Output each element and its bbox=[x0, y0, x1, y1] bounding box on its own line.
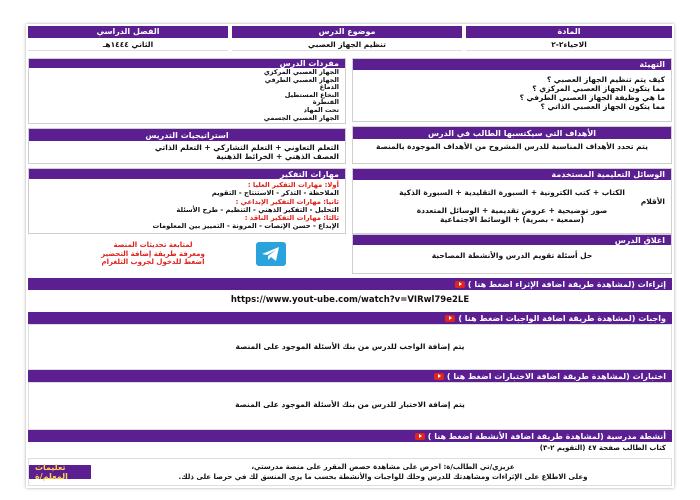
youtube-play-icon[interactable] bbox=[455, 281, 465, 288]
teacher-note-line: وعلى الاطلاع على الإثراءات ومشاهدتك للدرس وحلك للواجبات والأنشطة بحسب ما يرى المنسق لك في حرصا على ذلك. bbox=[178, 473, 588, 481]
media-line: الكتاب + كتب الكترونية + السبورة التقليدية + السبورة الذكية bbox=[399, 188, 625, 197]
media-line: صور توضيحية + عروض تقديمية + الوسائل المتعددة bbox=[416, 206, 608, 215]
tests-text: يتم إضافة الاختبار للدرس من بنك الأسئلة الموجود على المنصة bbox=[28, 382, 672, 430]
vocab-line: الجهاز العصبي المركزي bbox=[263, 68, 339, 76]
header-topic-value: تنظيم الجهاز العصبي bbox=[232, 39, 462, 51]
tests-bar[interactable] bbox=[28, 370, 672, 382]
intro-title: التهيئة bbox=[353, 59, 671, 70]
activities-bar[interactable] bbox=[28, 430, 672, 442]
header-col-subject: المادة bbox=[466, 26, 672, 38]
closing-text: حل أسئلة تقويم الدرس والأنشطة المصاحبة bbox=[431, 251, 593, 260]
intro-line: ما هي وظيفة الجهاز العصبي الطرفي ؟ bbox=[519, 93, 665, 102]
thinking-heading: ثالثا: مهارات التفكير الناقد : bbox=[244, 214, 339, 223]
closing-section bbox=[352, 234, 672, 274]
media-title: الوسائل التعليمية المستخدمة bbox=[353, 169, 671, 180]
strategies-title: استراتيجيات التدريس bbox=[29, 129, 345, 141]
header-semester-value: الثاني ١٤٤٤هـ bbox=[28, 39, 228, 51]
vocab-line: القنطرة bbox=[312, 98, 339, 107]
homework-text: يتم إضافة الواجب للدرس من بنك الأسئلة الموجود على المنصة bbox=[28, 324, 672, 370]
lesson-plan-sheet bbox=[26, 24, 674, 488]
media-section bbox=[352, 168, 672, 234]
youtube-play-icon[interactable] bbox=[434, 373, 444, 380]
vocab-section bbox=[28, 58, 346, 124]
enrichment-url[interactable]: https://www.yout-ube.com/watch?v=VIRwl79e2LE bbox=[230, 295, 470, 305]
teacher-note-label: تعليمات المعلم/ة bbox=[29, 465, 91, 479]
thinking-line: التحليل - التفكير الذهني - التنظيم - طرح الأسئلة bbox=[176, 205, 339, 214]
thinking-heading: أولا: مهارات التفكير العليا : bbox=[247, 181, 339, 189]
activities-title[interactable]: أنشطة مدرسية (لمشاهدة طريقة اضافة الأنشطة اضغط هنا ) bbox=[427, 431, 666, 441]
intro-line: كيف يتم تنظيم الجهاز العصبي ؟ bbox=[546, 75, 665, 84]
telegram-line: ومعرفة طريقة إضافة التحضير bbox=[101, 249, 205, 258]
intro-line: مما يتكون الجهاز العصبي الذاتي ؟ bbox=[540, 102, 665, 111]
thinking-line: الملاحظة - التذكر - الاستنتاج - التقويم bbox=[211, 189, 339, 198]
vocab-line: تحت المهاد bbox=[303, 105, 339, 114]
telegram-promo[interactable] bbox=[28, 236, 346, 276]
header-subject-value: الاحياء٢-٢ bbox=[466, 39, 672, 51]
teacher-note bbox=[28, 458, 672, 486]
vocab-line: الجهاز العصبي الجسمي bbox=[263, 113, 339, 122]
objectives-title: الأهداف التي سيكتسبها الطالب في الدرس bbox=[353, 127, 671, 139]
homework-bar[interactable] bbox=[28, 312, 672, 324]
objectives-text: يتم تحدد الأهداف المناسبة للدرس المشروح من الأهداف الموجودة بالمنصة bbox=[376, 142, 648, 151]
thinking-section bbox=[28, 168, 346, 234]
objectives-section bbox=[352, 126, 672, 164]
telegram-line: لمتابعة تحديثات المنصة bbox=[113, 241, 193, 249]
strategies-section bbox=[28, 128, 346, 164]
thinking-heading: ثانيا: مهارات التفكير الإبداعي : bbox=[235, 197, 339, 206]
enrichment-title[interactable]: إثراءات (لمشاهدة طريقة اضافة الإثراء اضغط هنا ) bbox=[467, 279, 666, 289]
thinking-line: الإبداع - حسن الإنصات - المرونة - التمييز بين المعلومات bbox=[152, 222, 339, 231]
homework-title[interactable]: واجبات (لمشاهدة طريقة اضافة الواجبات اضغط هنا ) bbox=[458, 313, 666, 323]
activities-text: كتاب الطالب صفحة ٤٧ (التقويم ٢-٣) bbox=[539, 444, 666, 452]
media-line: (سمعية - بصرية) + الوسائط الاجتماعية bbox=[439, 215, 585, 224]
telegram-icon[interactable] bbox=[256, 242, 286, 266]
youtube-play-icon[interactable] bbox=[415, 433, 425, 440]
header-col-semester: الفصل الدراسي bbox=[28, 26, 228, 38]
intro-section bbox=[352, 58, 672, 122]
enrichment-bar[interactable] bbox=[28, 278, 672, 290]
strategies-line: التعلم التعاوني + التعلم التشاركي + التعلم الذاتي bbox=[154, 143, 339, 152]
telegram-line: اضغط للدخول لجروب التلغرام bbox=[101, 258, 205, 266]
media-line: الأقلام bbox=[640, 197, 665, 206]
tests-title[interactable]: اختبارات (لمشاهدة طريقة اضافة الاختبارات اضغط هنا ) bbox=[446, 371, 666, 381]
teacher-note-line: عزيزي/تي الطالب/ة: احرص على مشاهدة حصص المقرر على منصة مدرستي، bbox=[251, 463, 515, 471]
closing-title: اغلاق الدرس bbox=[353, 235, 671, 245]
header-col-topic: موضوع الدرس bbox=[232, 26, 462, 38]
strategies-line: العصف الذهني + الخرائط الذهنية bbox=[216, 152, 339, 161]
thinking-title: مهارات التفكير bbox=[29, 169, 345, 179]
vocab-line: النخاع المستطيل bbox=[284, 90, 339, 99]
vocab-line: الجهاز العصبي الطرفي bbox=[264, 75, 339, 84]
vocab-line: الدماغ bbox=[319, 83, 339, 92]
intro-line: مما يتكون الجهاز العصبي المركزي ؟ bbox=[532, 84, 665, 93]
youtube-play-icon[interactable] bbox=[445, 315, 455, 322]
vocab-title: مفردات الدرس bbox=[29, 59, 345, 68]
